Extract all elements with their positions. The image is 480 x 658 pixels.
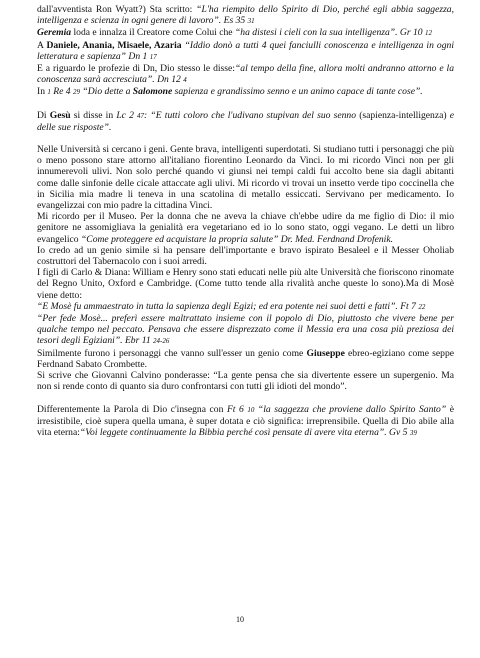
paragraph xyxy=(37,110,454,133)
text-segment: 12 xyxy=(424,29,432,38)
text-segment: A xyxy=(37,39,47,51)
paragraph xyxy=(37,245,454,267)
text-segment: Si scrive che Giovanni Calvino ponderasse: “La gente pensa che sia divertente essere un supergenio. Ma non si rende conto di quanto sia duro confrontarsi con tutti gli idioti del mondo”. xyxy=(37,370,454,393)
text-segment: E a riguardo le profezie di Dn, Dio stesso le disse: xyxy=(37,63,235,75)
paragraph xyxy=(37,348,454,370)
text-segment: Di xyxy=(37,109,50,121)
paragraph xyxy=(37,63,454,86)
text-segment: “Iddio donò a tutti 4 quei fanciulli conoscenza e intelligenza in ogni letteratura e sapienza” Dn 1 xyxy=(37,39,454,62)
text-segment: 39 xyxy=(409,428,417,437)
text-segment: “Dio dette a xyxy=(80,86,133,98)
text-segment: 4 xyxy=(183,76,187,85)
text-segment: Lc 2 xyxy=(116,109,138,121)
text-segment: Io credo ad un genio simile si ha pensare dell'importante e bravo ispirato Besaleel e il Messer Oholiab costruttori del Tabernacolo con i suoi arredi. xyxy=(37,244,454,268)
body-text xyxy=(37,4,454,439)
paragraph xyxy=(37,370,454,392)
text-segment: In xyxy=(37,86,48,98)
text-segment: 47 xyxy=(137,111,145,120)
text-segment: ebreo-egiziano come seppe Ferdnand Sabato Crombette. xyxy=(37,347,454,370)
text-segment: : “E tutti coloro che l'udivano stupivan del suo senno xyxy=(144,109,360,121)
text-segment: “E Mosè fu ammaestrato in tutta la sapienza degli Egizi; ed era potente nei suoi detti e fatti”. Ft 7 xyxy=(37,300,419,312)
text-segment: “L'ha riempito dello Spirito di Dio, perché egli abbia saggezza, intelligenza e scienza in ogni genere di lavoro”. Es 35 xyxy=(37,4,454,27)
text-segment: 31 xyxy=(247,17,255,26)
text-segment: Nelle Università si cercano i geni. Gente brava, intelligenti superdotati. Si studiano tutti i personaggi che più o meno possono stare attorno all'italiano fiorentino Leonardo da Vinci. Io mi ricordo Vinci non per gli innumerevoli ulivi. Non solo perché quando vi giunsi nei tempi caldi fui accolto bene sia dagli abitanti come dalle sinfonie delle cicale attaccate agli ulivi. Mi ricordo vi trovai un insetto verde tipo coccinella che in Sicilia mia madre li teneva in una scatolina di metallo essiccati. Servivano per medicamento. Io evangelizzai con mio padre la cittadina Vinci. xyxy=(37,144,454,212)
paragraph xyxy=(37,4,454,27)
text-segment: I figli di Carlo & Diana: William e Henry sono stati educati nelle più alte Università che fioriscono rinomate del Regno Unito, Oxford e Cambridge. (Come tutto tende alla rivalità anche queste lo sono).Ma di Mosè viene detto: xyxy=(37,267,454,301)
text-segment: si disse in xyxy=(70,109,117,121)
text-segment: 17 xyxy=(149,52,157,61)
text-segment: 24-26 xyxy=(153,337,170,346)
text-segment: Differentemente la Parola di Dio c'insegna con xyxy=(37,403,227,415)
text-segment: loda e innalza il Creatore come Colui che xyxy=(71,27,235,39)
text-segment: “la saggezza che proviene dallo Spirito Santo” xyxy=(254,403,447,415)
text-segment: e delle sue risposte”. xyxy=(37,109,454,133)
paragraph xyxy=(37,86,454,98)
text-segment: “Come proteggere ed acquistare la propria salute” Dr. Med. Ferdnand Drofenik. xyxy=(80,233,393,245)
text-segment: Similmente furono i personaggi che vanno sull'esser un genio come xyxy=(37,347,307,359)
text-segment: 1 xyxy=(47,88,51,97)
paragraph xyxy=(37,211,454,245)
text-segment: Daniele, Anania, Misaele, Azaria xyxy=(46,39,182,51)
paragraph xyxy=(37,144,454,211)
paragraph xyxy=(37,267,454,301)
paragraph xyxy=(37,301,454,313)
paragraph-gap xyxy=(37,133,454,144)
text-segment: 10 xyxy=(247,405,255,414)
paragraph xyxy=(37,404,454,440)
text-segment: Re 4 xyxy=(50,86,74,98)
text-segment: (sapienza-intelligenza) xyxy=(359,109,450,121)
text-segment: “Voi leggete continuamente la Bibbia perché così pensate di avere vita eterna”. Gv 5 xyxy=(79,426,410,438)
text-segment: 22 xyxy=(418,302,426,311)
text-segment: Mi ricordo per il Museo. Per la donna che ne aveva la chiave ch'ebbe udire da me figlio di Dio: il mio genitore ne assomigliava la genialità era vegetariano ed io lo sono stato, oggi vegano. Le detti un libro evangelico xyxy=(37,211,454,245)
paragraph xyxy=(37,40,454,63)
text-segment: Gesù xyxy=(49,109,71,121)
text-segment: Giuseppe xyxy=(306,347,345,359)
paragraph xyxy=(37,313,454,348)
text-segment: 29 xyxy=(73,88,81,97)
text-segment: dall'avventista Ron Wyatt?) Sta scritto: xyxy=(37,4,197,15)
text-segment: Ft 6 xyxy=(226,403,248,415)
paragraph xyxy=(37,27,454,39)
text-segment: Geremia xyxy=(37,27,72,39)
text-segment: “ha distesi i cieli con la sua intelligenza”. Gr 10 xyxy=(234,27,425,39)
text-segment: è irresistibile, cioè supera quella umana, è super dotata e ciò significa: irreprensibile. Quella di Dio abile alla vita eterna: xyxy=(37,403,454,438)
text-segment: Salomone xyxy=(132,86,173,98)
text-segment: “al tempo della fine, allora molti andranno attorno e la conoscenza sarà accresciuta”. Dn 12 xyxy=(37,63,454,86)
page-number: 10 xyxy=(236,615,244,624)
text-segment: “Per fede Mosè... preferì essere maltrattato insieme con il popolo di Dio, piuttosto che vivere bene per qualche tempo nel peccato. Pensava che essere disprezzato come il Messia era una cosa più preziosa dei tesori degli Egiziani”. Ebr 11 xyxy=(37,313,454,347)
paragraph-gap xyxy=(37,99,454,110)
paragraph-gap xyxy=(37,393,454,404)
text-segment: sapienza e grandissimo senno e un animo capace di tante cose”. xyxy=(172,86,423,98)
